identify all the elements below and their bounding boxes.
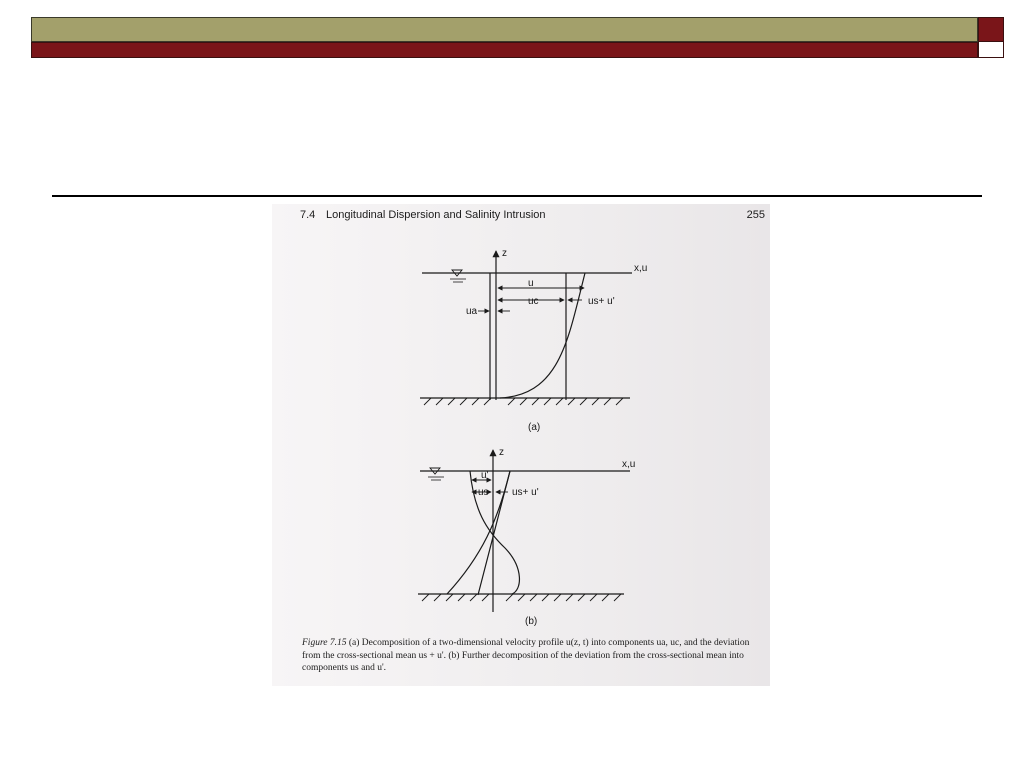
us-label: us [478,487,489,498]
panel-b-label: (b) [525,616,538,627]
panel-b [418,450,630,612]
section-number: 7.4 [300,209,316,221]
panel-a [420,251,632,405]
page-number: 255 [746,209,765,221]
panel-a-label: (a) [528,422,541,433]
x-label-b: x,u [622,459,636,470]
velocity-profile-a [500,273,585,398]
section-title: Longitudinal Dispersion and Salinity Intrusion [326,209,546,221]
ua-label: ua [466,306,478,317]
figure-caption-label: Figure 7.15 [302,638,347,648]
figure-caption [302,637,764,675]
figure-caption-text: (a) Decomposition of a two-dimensional velocity profile u(z, t) into components ua, uc, and the deviation from the cross-sectional mean us + u'. (b) Further decomposition of the deviation from the cross-sectional mean into components us and u'. [302,638,750,673]
uprime-label: u' [481,470,489,481]
z-label-b: z [499,447,504,458]
u-label: u [528,278,534,289]
bed-hatching-a [424,398,623,405]
z-label-a: z [502,248,507,259]
uc-label: uc [528,296,539,307]
us-plus-label-a: us+ u' [588,296,615,307]
x-label-a: x,u [634,263,648,274]
bed-hatching-b [422,594,621,601]
us-plus-label-b: us+ u' [512,487,539,498]
